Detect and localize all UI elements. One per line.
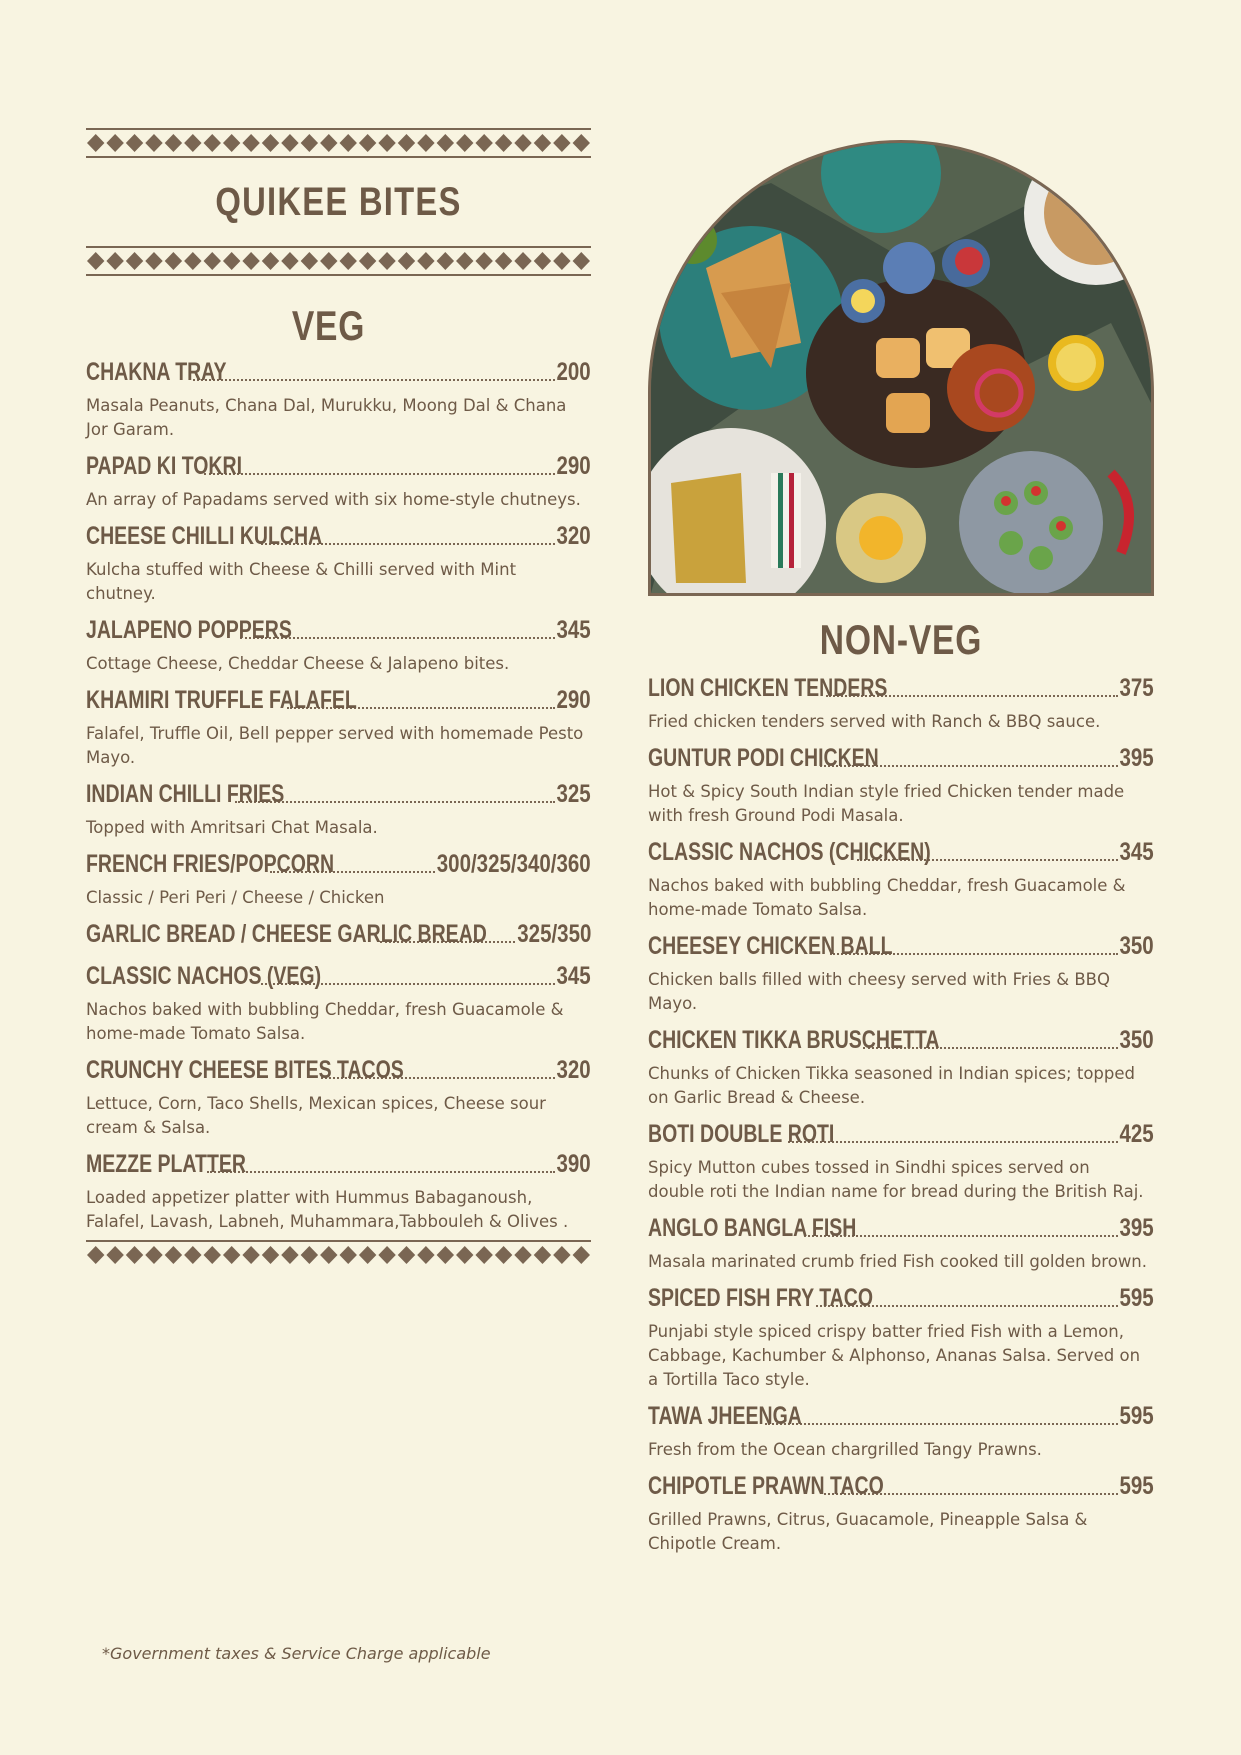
diamond-ornament [126, 1246, 143, 1264]
nonveg-section-title: NON-VEG [819, 616, 983, 663]
diamond-ornament [553, 252, 570, 270]
menu-item-name: CHIPOTLE PRAWN TACO [648, 1472, 884, 1500]
diamond-ornament [126, 134, 143, 152]
menu-item-header [648, 1468, 1154, 1504]
menu-item [648, 1022, 1154, 1110]
diamond-ornament [437, 1246, 454, 1264]
diamond-ornament [495, 1246, 512, 1264]
diamond-ornament [514, 134, 531, 152]
menu-item [86, 958, 591, 1046]
diamond-ornament [301, 1246, 318, 1264]
menu-item-header [86, 518, 591, 554]
dot-leader [204, 472, 555, 475]
diamond-ornament [378, 1246, 395, 1264]
menu-item [86, 518, 591, 606]
diamond-ornament [417, 252, 434, 270]
menu-item-description: Spicy Mutton cubes tossed in Sindhi spices served on double roti the Indian name for bread during the British Raj. [648, 1158, 1144, 1201]
diamond-ornament [437, 252, 454, 270]
menu-item [86, 776, 591, 840]
menu-item-name: MEZZE PLATTER [86, 1150, 246, 1178]
diamond-ornament [184, 134, 201, 152]
menu-item-header [648, 1022, 1154, 1058]
diamond-ornament [534, 252, 551, 270]
diamond-ornament [398, 252, 415, 270]
menu-item [86, 354, 591, 442]
diamond-ornament [495, 134, 512, 152]
menu-item-price: 395 [1119, 744, 1154, 772]
diamond-ornament [242, 1246, 259, 1264]
menu-item-description: Punjabi style spiced crispy batter fried Fish with a Lemon, Cabbage, Kachumber & Alphonso, Ananas Salsa. Served on a Tortilla Taco style. [648, 1322, 1141, 1389]
menu-item-name: CLASSIC NACHOS (VEG) [86, 962, 322, 990]
diamond-ornament [378, 134, 395, 152]
menu-item-description: Fried chicken tenders served with Ranch & BBQ sauce. [648, 712, 1101, 731]
diamond-ornament [145, 1246, 162, 1264]
diamond-ornament [301, 252, 318, 270]
menu-item-name: CHAKNA TRAY [86, 358, 227, 386]
menu-item [648, 1468, 1154, 1556]
menu-item-name: GARLIC BREAD / CHEESE GARLIC BREAD [86, 920, 487, 948]
diamond-ornament [242, 252, 259, 270]
diamond-ornament [378, 252, 395, 270]
menu-item-header [86, 1146, 591, 1182]
menu-item-header [86, 448, 591, 484]
diamond-ornament [475, 134, 492, 152]
menu-item-header [86, 612, 591, 648]
diamond-ornament [87, 252, 104, 270]
diamond-ornament [573, 1246, 590, 1264]
diamond-ornament [223, 1246, 240, 1264]
menu-item-price: 390 [556, 1150, 591, 1178]
menu-item-description: Cottage Cheese, Cheddar Cheese & Jalapeno bites. [86, 654, 510, 673]
menu-item-description: Topped with Amritsari Chat Masala. [86, 818, 378, 837]
menu-item-description: Hot & Spicy South Indian style fried Chicken tender made with fresh Ground Podi Masala. [648, 782, 1125, 825]
diamond-ornament [456, 134, 473, 152]
diamond-ornament [204, 134, 221, 152]
menu-item-price: 375 [1119, 674, 1154, 702]
menu-item-description: Nachos baked with bubbling Cheddar, fresh Guacamole & home-made Tomato Salsa. [648, 876, 1126, 919]
diamond-ornament [262, 134, 279, 152]
diamond-ornament [359, 252, 376, 270]
diamond-ornament [223, 134, 240, 152]
diamond-ornament [262, 252, 279, 270]
diamond-ornament [223, 252, 240, 270]
menu-item-price: 325/350 [516, 920, 591, 948]
food-photo-arch [648, 140, 1154, 596]
menu-item-price: 350 [1119, 932, 1154, 960]
diamond-ornament [475, 1246, 492, 1264]
menu-item [648, 1398, 1154, 1462]
menu-item-price: 350 [1119, 1026, 1154, 1054]
diamond-ornament [242, 134, 259, 152]
diamond-ornament [514, 252, 531, 270]
diamond-ornament [165, 134, 182, 152]
diamond-ornament [359, 1246, 376, 1264]
diamond-ornament [106, 252, 123, 270]
menu-item-name: TAWA JHEENGA [648, 1402, 802, 1430]
diamond-ornament [165, 1246, 182, 1264]
veg-section-title: VEG [291, 302, 366, 349]
menu-title: QUIKEE BITES [215, 180, 462, 224]
diamond-ornament [281, 134, 298, 152]
diamond-ornament [320, 1246, 337, 1264]
diamond-ornament [145, 134, 162, 152]
diamond-ornament [417, 134, 434, 152]
menu-item-description: Chicken balls filled with cheesy served with Fries & BBQ Mayo. [648, 970, 1110, 1013]
diamond-ornament [126, 252, 143, 270]
menu-item-name: CLASSIC NACHOS (CHICKEN) [648, 838, 931, 866]
diamond-ornament [301, 134, 318, 152]
menu-item-header [86, 776, 591, 812]
menu-item-name: CHICKEN TIKKA BRUSCHETTA [648, 1026, 940, 1054]
menu-item-description: Grilled Prawns, Citrus, Guacamole, Pineapple Salsa & Chipotle Cream. [648, 1510, 1088, 1553]
menu-item-name: PAPAD KI TOKRI [86, 452, 243, 480]
menu-item-header [86, 354, 591, 390]
diamond-ornament [87, 1246, 104, 1264]
diamond-ornament [573, 252, 590, 270]
menu-item-description: Kulcha stuffed with Cheese & Chilli served with Mint chutney. [86, 560, 517, 603]
menu-item-description: Fresh from the Ocean chargrilled Tangy Prawns. [648, 1440, 1042, 1459]
nonveg-column [648, 140, 1154, 1562]
dot-leader [788, 1140, 1118, 1143]
veg-item-list [86, 354, 591, 1234]
dot-leader [765, 1422, 1118, 1425]
menu-item [86, 846, 591, 910]
menu-item [86, 916, 591, 952]
nonveg-item-list [648, 670, 1154, 1556]
menu-item-price: 200 [556, 358, 591, 386]
menu-item-header [648, 1116, 1154, 1152]
menu-item-name: GUNTUR PODI CHICKEN [648, 744, 879, 772]
menu-item-description: Nachos baked with bubbling Cheddar, fresh Guacamole & home-made Tomato Salsa. [86, 1000, 564, 1043]
menu-item-header [86, 846, 591, 882]
diamond-ornament [359, 134, 376, 152]
menu-item [86, 612, 591, 676]
diamond-ornament [398, 1246, 415, 1264]
menu-item-price: 595 [1119, 1402, 1154, 1430]
menu-item [648, 1280, 1154, 1392]
diamond-ornament [87, 134, 104, 152]
menu-item-description: Loaded appetizer platter with Hummus Babaganoush, Falafel, Lavash, Labneh, Muhammara,Tabbouleh & Olives . [86, 1188, 569, 1231]
diamond-ornament [456, 252, 473, 270]
menu-item-description: An array of Papadams served with six home-style chutneys. [86, 490, 581, 509]
menu-item-name: INDIAN CHILLI FRIES [86, 780, 285, 808]
diamond-ornament [398, 134, 415, 152]
diamond-ornament [417, 1246, 434, 1264]
diamond-ornament [106, 134, 123, 152]
diamond-ornament [495, 252, 512, 270]
menu-item-header [648, 740, 1154, 776]
menu-item-header [648, 834, 1154, 870]
menu-item-price: 345 [556, 616, 591, 644]
menu-item-price: 395 [1119, 1214, 1154, 1242]
menu-item-price: 320 [556, 1056, 591, 1084]
diamond-ornament [437, 134, 454, 152]
menu-item-name: CHEESE CHILLI KULCHA [86, 522, 323, 550]
menu-item-header [648, 670, 1154, 706]
menu-item-header [86, 682, 591, 718]
menu-item [648, 1210, 1154, 1274]
diamond-ornament [573, 134, 590, 152]
diamond-ornament [145, 252, 162, 270]
menu-item-name: CRUNCHY CHEESE BITES TACOS [86, 1056, 404, 1084]
menu-item-header [86, 1052, 591, 1088]
menu-item-description: Classic / Peri Peri / Cheese / Chicken [86, 888, 385, 907]
tax-footnote: *Government taxes & Service Charge applicable [102, 1644, 491, 1663]
menu-item-price: 425 [1119, 1120, 1154, 1148]
menu-item-name: CHEESEY CHICKEN BALL [648, 932, 893, 960]
veg-column [86, 128, 591, 1268]
menu-item-header [86, 958, 591, 994]
menu-item-header [648, 928, 1154, 964]
diamond-ornament [184, 252, 201, 270]
menu-item-name: LION CHICKEN TENDERS [648, 674, 888, 702]
menu-item-name: BOTI DOUBLE ROTI [648, 1120, 835, 1148]
menu-item-description: Lettuce, Corn, Taco Shells, Mexican spices, Cheese sour cream & Salsa. [86, 1094, 546, 1137]
menu-item-price: 595 [1119, 1284, 1154, 1312]
menu-item-header [648, 1280, 1154, 1316]
menu-item-header [86, 916, 591, 952]
menu-item-description: Masala Peanuts, Chana Dal, Murukku, Moong Dal & Chana Jor Garam. [86, 396, 567, 439]
menu-item [648, 834, 1154, 922]
menu-item-description: Falafel, Truffle Oil, Bell pepper served with homemade Pesto Mayo. [86, 724, 584, 767]
diamond-ornament [340, 252, 357, 270]
diamond-ornament [281, 252, 298, 270]
menu-item [86, 682, 591, 770]
decorative-band-middle [86, 246, 591, 276]
menu-item-price: 300/325/340/360 [437, 850, 591, 878]
diamond-ornament [534, 1246, 551, 1264]
menu-item-price: 320 [556, 522, 591, 550]
diamond-ornament [553, 1246, 570, 1264]
menu-item-header [648, 1398, 1154, 1434]
menu-item [648, 740, 1154, 828]
diamond-ornament [340, 134, 357, 152]
menu-item [648, 670, 1154, 734]
menu-item-price: 290 [556, 452, 591, 480]
menu-item-price: 345 [556, 962, 591, 990]
diamond-ornament [456, 1246, 473, 1264]
menu-item-description: Masala marinated crumb fried Fish cooked till golden brown. [648, 1252, 1148, 1271]
menu-item-name: ANGLO BANGLA FISH [648, 1214, 857, 1242]
menu-item-description: Chunks of Chicken Tikka seasoned in Indian spices; topped on Garlic Bread & Cheese. [648, 1064, 1135, 1107]
diamond-ornament [475, 252, 492, 270]
diamond-ornament [262, 1246, 279, 1264]
diamond-ornament [514, 1246, 531, 1264]
menu-item-name: JALAPENO POPPERS [86, 616, 292, 644]
menu-item [86, 448, 591, 512]
menu-item-price: 290 [556, 686, 591, 714]
menu-item-name: FRENCH FRIES/POPCORN [86, 850, 335, 878]
diamond-ornament [534, 134, 551, 152]
dot-leader [193, 378, 555, 381]
menu-item-name: SPICED FISH FRY TACO [648, 1284, 873, 1312]
menu-item-price: 595 [1119, 1472, 1154, 1500]
menu-item [648, 1116, 1154, 1204]
diamond-ornament [184, 1246, 201, 1264]
diamond-ornament [320, 252, 337, 270]
dot-leader [207, 1170, 555, 1173]
menu-item-name: KHAMIRI TRUFFLE FALAFEL [86, 686, 357, 714]
diamond-ornament [106, 1246, 123, 1264]
menu-item [648, 928, 1154, 1016]
decorative-band-top [86, 128, 591, 158]
diamond-ornament [165, 252, 182, 270]
menu-item [86, 1052, 591, 1140]
diamond-ornament [340, 1246, 357, 1264]
menu-item-price: 325 [556, 780, 591, 808]
diamond-ornament [204, 252, 221, 270]
menu-item-header [648, 1210, 1154, 1246]
diamond-ornament [320, 134, 337, 152]
diamond-ornament [281, 1246, 298, 1264]
diamond-ornament [204, 1246, 221, 1264]
menu-item [86, 1146, 591, 1234]
diamond-ornament [553, 134, 570, 152]
decorative-band-bottom [86, 1240, 591, 1265]
menu-item-price: 345 [1119, 838, 1154, 866]
